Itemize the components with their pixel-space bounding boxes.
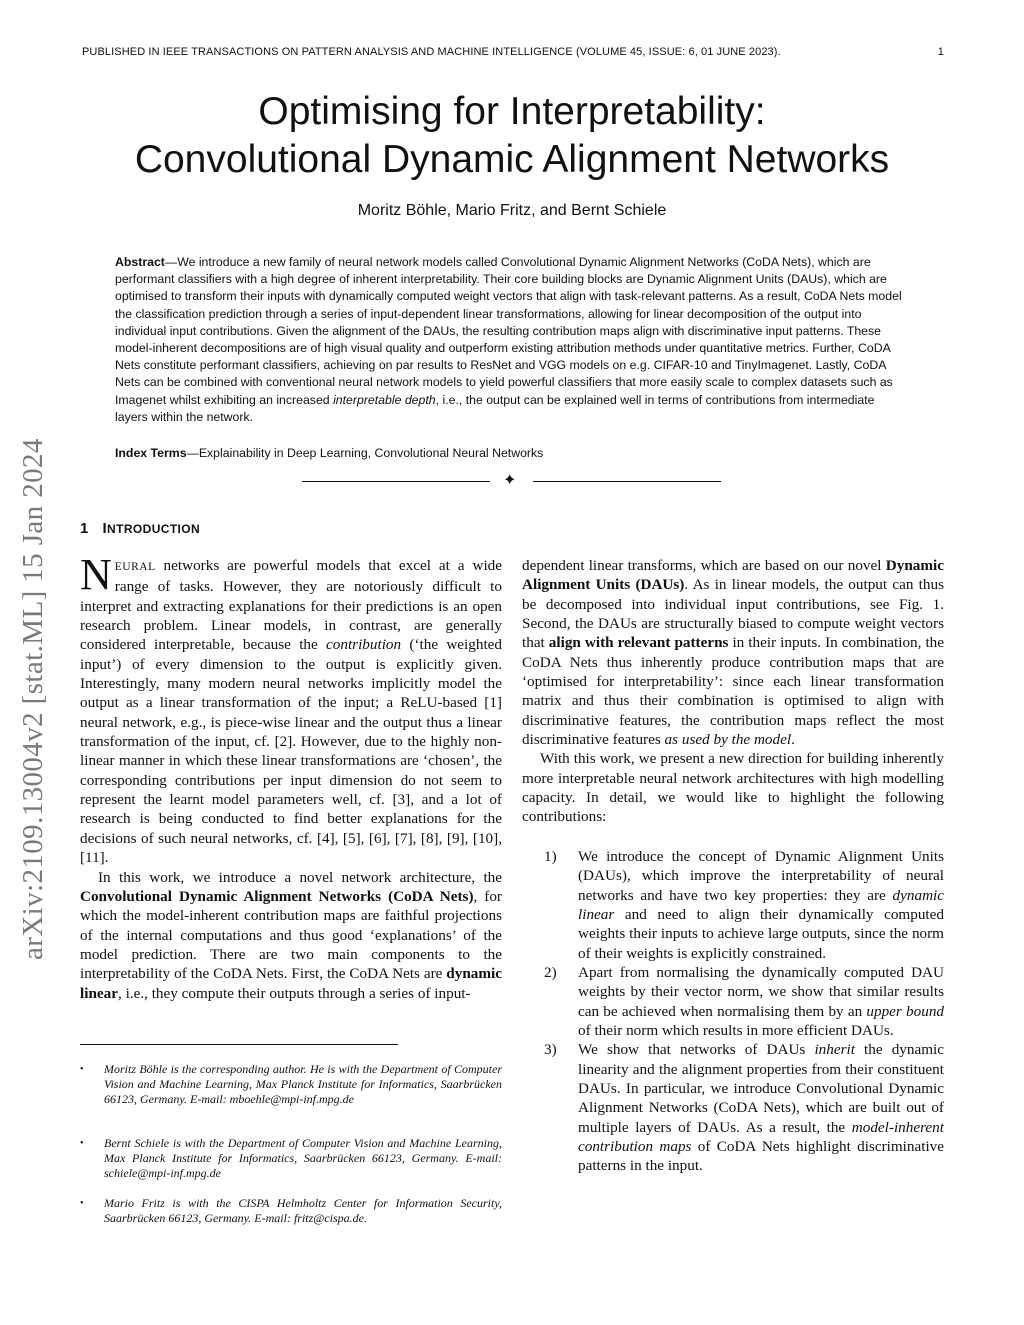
paragraph-text: (‘the weighted input’) of every dimension to the output is explicitly given. Interestingly, many modern neural networks implicitly model the output as a linear transformation of the input; a ReLU-based [1] neural network, e.g., is piece-wise linear and the output thus a linear transformation of the input, cf. [2]. However, due to the highly non-linear manner in which these linear transformations are ‘chosen’, the corresponding contributions per input dimension do not seem to represent the learnt model parameters well, cf. [3], and a lot of research is being conducted to find better explanations for the decisions of such neural networks, cf. [4], [5], [6], [7], [8], [9], [10], [11].: [80, 636, 503, 867]
list-text: Apart from normalising the dynamically computed DAU weights by their vector norm, we show that similar results can be achieved when normalising them by an: [578, 963, 944, 1020]
abstract-label: Abstract: [115, 255, 165, 269]
emphasis-text: contribution: [326, 636, 402, 654]
list-item: [522, 963, 944, 1040]
bold-term: dynamic linear: [80, 965, 502, 1002]
intro-paragraph-3: [522, 556, 944, 749]
separator-line-left: [302, 481, 490, 482]
list-text: of CoDA Nets highlight discriminative patterns in the input.: [578, 1137, 944, 1175]
footnote-rule: [80, 1044, 398, 1045]
list-item: [522, 1040, 944, 1175]
footnote-bullet: •: [80, 1064, 84, 1075]
emphasis-text: inherit: [814, 1041, 855, 1059]
footnote: [80, 1136, 502, 1182]
index-terms-label: Index Terms: [115, 446, 187, 460]
small-caps-lead: EURAL: [114, 561, 156, 573]
paragraph-text: in their inputs. In combination, the CoDA Nets thus inherently produce contribution maps that are ‘optimised for interpretability’: since each linear transformation matrix and thus their combination is optimised to align with discriminative features, the contribution maps reflect the most discriminative features: [522, 634, 945, 749]
footnote-bullet: •: [80, 1198, 84, 1209]
list-number: 3): [544, 1041, 557, 1059]
left-column: [80, 550, 503, 1003]
paragraph-text: , i.e., they compute their outputs through a series of input-: [117, 984, 471, 1002]
title-line-1: Optimising for Interpretability:: [258, 90, 766, 133]
list-text: the dynamic linearity and the alignment properties from their constituent DAUs. In particular, we introduce Convolutional Dynamic Alignment Networks (CoDA Nets), which are built out of multiple layers of DAUs. As a result, the: [578, 1041, 945, 1136]
list-number: 1): [544, 847, 557, 865]
arxiv-identifier[interactable]: arXiv:2109.13004v2 [stat.ML] 15 Jan 2024: [17, 438, 49, 960]
list-number: 2): [544, 963, 557, 981]
bold-term: align with relevant patterns: [548, 634, 729, 652]
abstract-emphasis: interpretable depth: [333, 392, 436, 407]
bold-term: Dynamic Alignment Units (DAUs): [522, 557, 944, 594]
section-heading: [80, 520, 200, 537]
emphasis-text: model-inherent contribution maps: [578, 1118, 944, 1155]
list-text: We show that networks of DAUs: [578, 1041, 815, 1059]
intro-paragraph-4: With this work, we present a new direction for building inherently more interpretable neural network architectures with high modelling capacity. In detail, we would like to highlight the following contributions:: [522, 750, 944, 826]
emphasis-text: dynamic linear: [578, 886, 944, 923]
paragraph-text: , for which the model-inherent contribution maps are faithful projections of the internal computations and thus good ‘explanations’ of the model prediction. There are two main components to the interpretability of the CoDA Nets. First, the CoDA Nets are: [80, 887, 502, 983]
abstract: [115, 254, 907, 426]
emphasis-text: as used by the model: [664, 731, 792, 749]
running-title: PUBLISHED IN IEEE TRANSACTIONS ON PATTERN ANALYSIS AND MACHINE INTELLIGENCE (VOLUME 45, ISSUE: 6, 01 JUNE 2023).: [82, 46, 781, 58]
list-text: and need to align their dynamically computed weights their inputs to achieve large outputs, since the norm of their weights is explicitly constrained.: [578, 905, 944, 962]
section-title-rest: NTRODUCTION: [107, 522, 201, 536]
list-text: of their norm which results in more efficient DAUs.: [578, 1021, 894, 1039]
list-item: [522, 847, 944, 963]
index-terms: [115, 446, 907, 460]
footnote-text: Bernt Schiele is with the Department of Computer Vision and Machine Learning, Max Planck Institute for Informatics, Saarbrücken 66123, Germany. E-mail: schiele@mpi-inf.mpg.de: [104, 1136, 502, 1181]
abstract-text-end: , i.e., the output can be explained well in terms of contributions from intermediate layers within the network.: [115, 392, 875, 424]
contribution-list: [522, 847, 944, 1176]
bold-term: Convolutional Dynamic Alignment Networks (CoDA Nets): [80, 887, 474, 905]
page-number: 1: [937, 46, 944, 58]
footnote: [80, 1062, 502, 1108]
paragraph-text: dependent linear transforms, which are based on our novel: [522, 557, 886, 574]
paragraph-text: . As in linear models, the output can thus be decomposed into individual input contributions, see Fig. 1. Second, the DAUs are structurally biased to compute weight vectors that: [522, 576, 945, 652]
author-list: Moritz Böhle, Mario Fritz, and Bernt Schiele: [357, 202, 667, 219]
paragraph-text: In this work, we introduce a novel network architecture, the: [98, 868, 502, 886]
title-line-2: Convolutional Dynamic Alignment Networks: [134, 138, 890, 181]
list-text: We introduce the concept of Dynamic Alignment Units (DAUs), which improve the interpretability of neural networks and have two key properties: they are: [578, 847, 944, 904]
index-terms-text: —Explainability in Deep Learning, Convolutional Neural Networks: [186, 446, 544, 460]
paragraph-text: networks are powerful models that excel at a wide range of tasks. However, they are notoriously difficult to interpret and extracting explanations for their predictions is an open research problem. Linear models, in contrast, are generally considered interpretable, because the: [80, 557, 502, 654]
section-number: 1: [80, 520, 89, 537]
footnote-text: Mario Fritz is with the CISPA Helmholtz Center for Information Security, Saarbrücken 66123, Germany. E-mail: fritz@cispa.de.: [104, 1196, 502, 1226]
abstract-text: —We introduce a new family of neural network models called Convolutional Dynamic Alignment Networks (CoDA Nets), which are performant classifiers with a high degree of inherent interpretability. Their core building blocks are Dynamic Alignment Units (DAUs), which are optimised to transform their inputs with dynamically computed weight vectors that align with task-relevant patterns. As a result, CoDA Nets model the classification prediction through a series of input-dependent linear transformations, allowing for linear decomposition of the output into individual input contributions. Given the alignment of the DAUs, the resulting contribution maps align with discriminative input patterns. These model-inherent decompositions are of high visual quality and outperform existing attribution methods under quantitative metrics. Further, CoDA Nets constitute performant classifiers, achieving on par results to ResNet and VGG models on e.g. CIFAR-10 and TinyImagenet. Lastly, CoDA Nets can be combined with conventional neural network models to yield powerful classifiers that more easily scale to complex datasets such as Imagenet whilst exhibiting an increased: [115, 255, 902, 407]
paragraph-text: .: [791, 731, 795, 749]
intro-paragraph-2: [80, 868, 502, 1003]
intro-paragraph-1: [80, 550, 503, 868]
drop-cap: N: [80, 550, 112, 599]
footnote: [80, 1196, 502, 1226]
separator-line-right: [533, 481, 721, 482]
emphasis-text: upper bound: [866, 1002, 945, 1020]
separator-diamond-icon: ✦: [503, 472, 517, 489]
right-column: [522, 556, 944, 1176]
footnote-bullet: •: [80, 1138, 84, 1149]
section-title-initial: I: [102, 520, 108, 537]
running-header: [82, 46, 944, 58]
footnote-text: Moritz Böhle is the corresponding author. He is with the Department of Computer Vision and Machine Learning, Max Planck Institute for Informatics, Saarbrücken 66123, Germany. E-mail: mboehle@mpi-inf.mpg.de: [104, 1062, 502, 1107]
paper-title: [60, 88, 964, 184]
